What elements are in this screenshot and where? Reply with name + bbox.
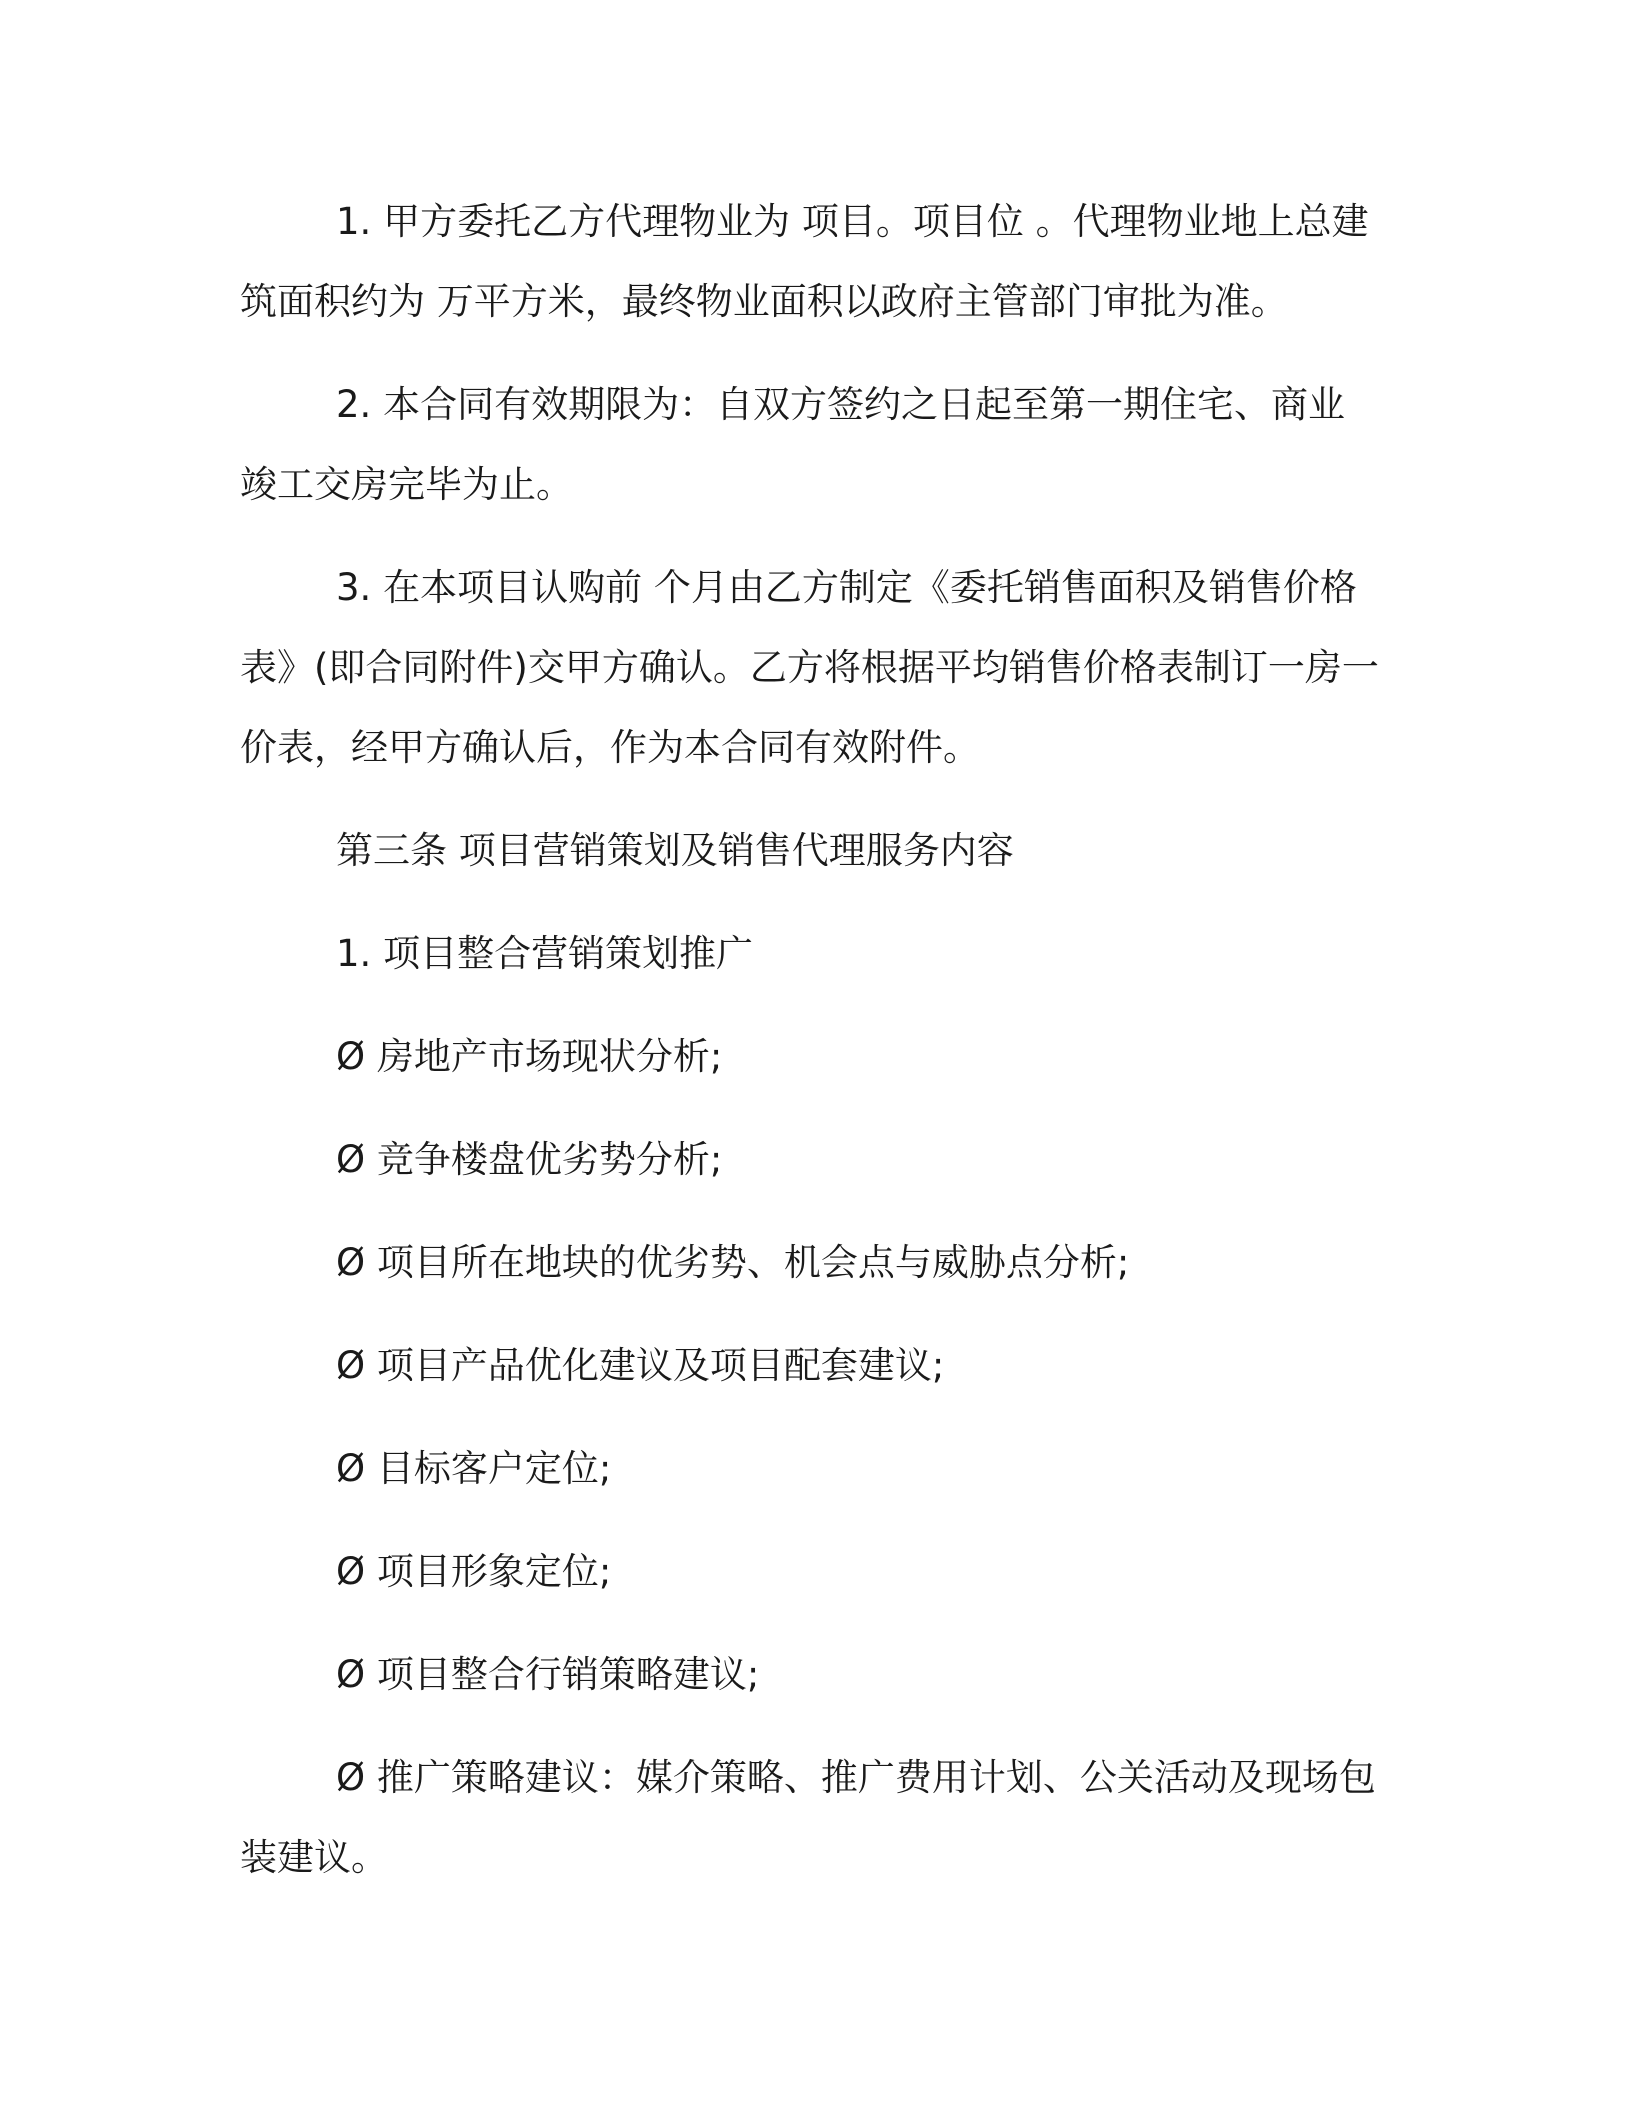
document-body [240,182,1380,1898]
list-item: Ø 推广策略建议：媒介策略、推广费用计划、公关活动及现场包装建议。 [240,1756,1376,1879]
list-item: Ø 目标客户定位; [336,1447,612,1490]
paragraph-clause-1: 1. 甲方委托乙方代理物业为 项目。项目位 。代理物业地上总建筑面积约为 万平方米，最终物业面积以政府主管部门审批为准。 [240,200,1369,323]
paragraph-clause-3: 3. 在本项目认购前 个月由乙方制定《委托销售面积及销售价格表》(即合同附件)交甲方确认。乙方将根据平均销售价格表制订一房一价表，经甲方确认后，作为本合同有效附件。 [240,566,1379,769]
list-item: Ø 项目产品优化建议及项目配套建议; [336,1344,945,1387]
paragraph-clause-2: 2. 本合同有效期限为：自双方签约之日起至第一期住宅、商业竣工交房完毕为止。 [240,383,1346,506]
list-item: Ø 项目形象定位; [336,1550,612,1593]
list-item: Ø 房地产市场现状分析; [336,1035,723,1078]
list-item: Ø 项目整合行销策略建议; [336,1653,760,1696]
list-item: Ø 项目所在地块的优劣势、机会点与威胁点分析; [336,1241,1130,1284]
section-heading-article-3: 第三条 项目营销策划及销售代理服务内容 [336,829,1014,872]
list-item: Ø 竞争楼盘优劣势分析; [336,1138,723,1181]
subsection-heading-marketing: 1. 项目整合营销策划推广 [336,932,754,975]
